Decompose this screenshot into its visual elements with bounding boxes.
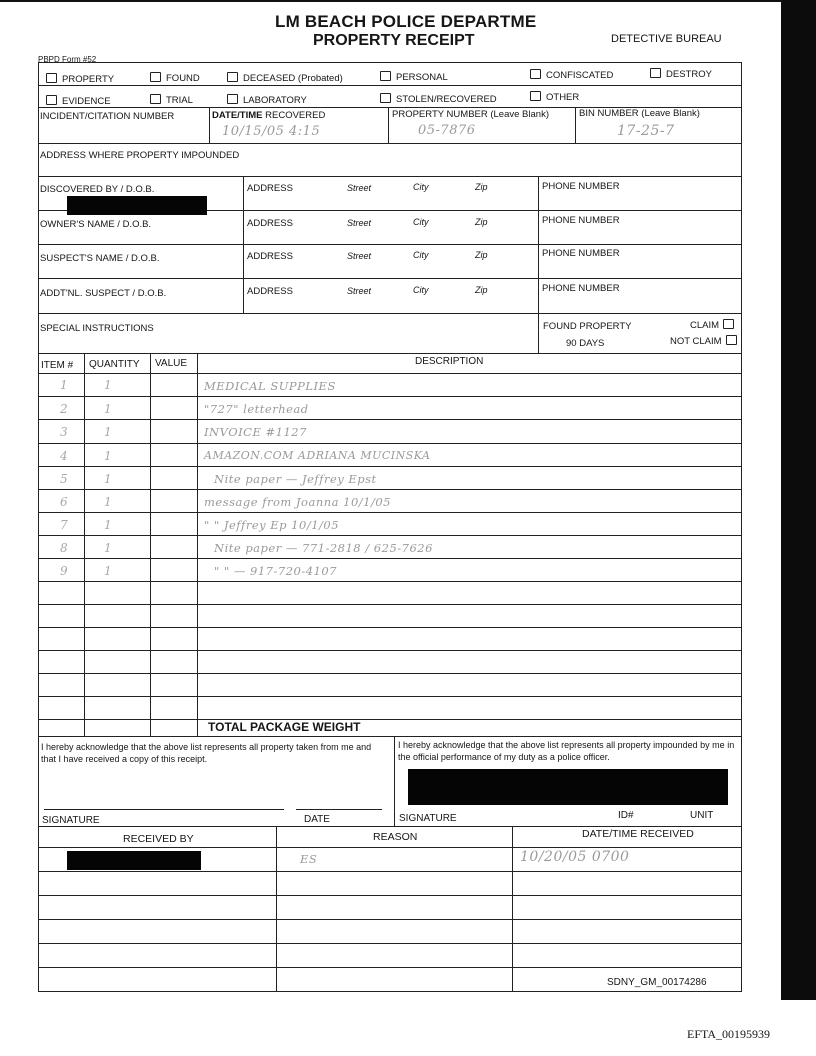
zip-label: Zip (475, 182, 488, 192)
phone-label: PHONE NUMBER (542, 248, 620, 259)
row-description[interactable]: Nite paper — Jeffrey Epst (214, 472, 377, 486)
row-quantity: 1 (104, 541, 112, 555)
reason-header: REASON (373, 831, 418, 843)
rule (575, 107, 576, 143)
city-label: City (413, 285, 429, 295)
not-claim-label: NOT CLAIM (670, 336, 722, 347)
rule (296, 809, 382, 810)
row-description[interactable]: MEDICAL SUPPLIES (204, 379, 336, 393)
officer-unit-label: UNIT (690, 810, 714, 821)
reason-value[interactable]: ES (300, 852, 318, 866)
date-received-value[interactable]: 10/20/05 0700 (520, 849, 630, 865)
row-description[interactable]: message from Joanna 10/1/05 (204, 495, 391, 509)
deceased-label: DECEASED (Probated) (243, 73, 343, 84)
rule (38, 871, 742, 872)
rule (38, 244, 742, 245)
address-label: ADDRESS (247, 218, 293, 229)
ninety-days-label: 90 DAYS (566, 338, 605, 349)
zip-label: Zip (475, 285, 488, 295)
rule (512, 826, 513, 992)
description-header: DESCRIPTION (415, 356, 484, 367)
received-by-header: RECEIVED BY (123, 833, 194, 845)
rule (38, 396, 742, 397)
personal-checkbox[interactable] (380, 71, 448, 84)
suspect-label: SUSPECT'S NAME / D.O.B. (40, 253, 160, 264)
trial-checkbox[interactable] (150, 94, 193, 107)
rule (38, 85, 742, 86)
date-recovered-value[interactable]: 10/15/05 4:15 (222, 124, 321, 139)
phone-label: PHONE NUMBER (542, 215, 620, 226)
row-item-number: 1 (60, 378, 68, 392)
rule (38, 604, 742, 605)
found-checkbox[interactable] (150, 72, 200, 85)
rule (209, 107, 210, 143)
rule (38, 847, 742, 848)
deceased-checkbox[interactable] (227, 72, 343, 85)
found-label: FOUND (166, 73, 200, 84)
rule (38, 558, 742, 559)
value-header: VALUE (155, 358, 188, 369)
address-label: ADDRESS (247, 183, 293, 194)
department-title: LM BEACH POLICE DEPARTME (275, 12, 537, 31)
owner-label: OWNER'S NAME / D.O.B. (40, 219, 152, 230)
row-description[interactable]: Nite paper — 771-2818 / 625-7626 (214, 541, 433, 555)
scan-top-edge (0, 0, 816, 2)
scan-right-edge (781, 0, 816, 1000)
form-number: PBPD Form #52 (38, 55, 97, 64)
row-quantity: 1 (104, 518, 112, 532)
owner-acknowledgment: I hereby acknowledge that the above list represents all property taken from me and that I have received a copy of this receipt. (41, 742, 372, 764)
rule (38, 313, 742, 314)
row-quantity: 1 (104, 402, 112, 416)
city-label: City (413, 182, 429, 192)
redaction-box (408, 769, 728, 805)
date-recovered-label (212, 110, 325, 121)
row-quantity: 1 (104, 378, 112, 392)
row-item-number: 9 (60, 564, 68, 578)
officer-id-label: ID# (618, 810, 634, 821)
rule (38, 535, 742, 536)
redaction-box (67, 851, 201, 870)
bin-number-value[interactable]: 17-25-7 (617, 123, 675, 139)
rule (197, 353, 198, 736)
row-quantity: 1 (104, 564, 112, 578)
evidence-label: EVIDENCE (62, 96, 111, 107)
street-label: Street (347, 286, 372, 296)
officer-acknowledgment: I hereby acknowledge that the above list represents all property impounded by me in the official performance of my duty as a police officer. (398, 740, 735, 762)
total-weight-label: TOTAL PACKAGE WEIGHT (208, 720, 361, 734)
rule (38, 719, 742, 720)
rule (38, 895, 742, 896)
rule (38, 176, 742, 177)
rule (38, 143, 742, 144)
row-description[interactable]: " " — 917-720-4107 (214, 564, 337, 578)
rule (38, 673, 742, 674)
laboratory-checkbox[interactable] (227, 94, 307, 107)
row-quantity: 1 (104, 425, 112, 439)
stolen-recovered-checkbox[interactable] (380, 93, 497, 106)
row-description[interactable]: INVOICE #1127 (204, 425, 307, 439)
rule (38, 967, 742, 968)
rule (38, 373, 742, 374)
claim-checkbox[interactable] (690, 319, 734, 332)
rule (388, 107, 389, 143)
rule (38, 650, 742, 651)
street-label: Street (347, 218, 372, 228)
row-item-number: 7 (60, 518, 68, 532)
laboratory-label: LABORATORY (243, 95, 307, 106)
property-label: PROPERTY (62, 74, 115, 85)
officer-signature-label: SIGNATURE (399, 813, 457, 824)
phone-label: PHONE NUMBER (542, 283, 620, 294)
rule (84, 353, 85, 736)
confiscated-label: CONFISCATED (546, 70, 614, 81)
bureau-label: DETECTIVE BUREAU (611, 33, 722, 45)
row-quantity: 1 (104, 472, 112, 486)
rule (44, 809, 284, 810)
redaction-box (67, 196, 207, 215)
bates-number: SDNY_GM_00174286 (607, 977, 707, 988)
efta-number: EFTA_00195939 (687, 1027, 771, 1041)
quantity-header: QUANTITY (89, 359, 140, 370)
row-description[interactable]: AMAZON.COM ADRIANA MUCINSKA (204, 449, 431, 462)
row-item-number: 4 (60, 449, 68, 463)
address-label: ADDRESS (247, 251, 293, 262)
zip-label: Zip (475, 250, 488, 260)
found-property-label: FOUND PROPERTY (543, 321, 632, 332)
item-number-header: ITEM # (41, 360, 74, 371)
stolen-recovered-label: STOLEN/RECOVERED (396, 94, 497, 105)
destroy-checkbox[interactable] (650, 68, 712, 81)
addtl-suspect-label: ADDT'NL. SUSPECT / D.O.B. (40, 288, 167, 299)
other-label: OTHER (546, 92, 580, 103)
not-claim-checkbox[interactable] (670, 335, 737, 348)
row-quantity: 1 (104, 495, 112, 509)
trial-label: TRIAL (166, 95, 193, 106)
row-item-number: 5 (60, 472, 68, 486)
row-quantity: 1 (104, 449, 112, 463)
rule (38, 826, 742, 827)
city-label: City (413, 250, 429, 260)
phone-label: PHONE NUMBER (542, 181, 620, 192)
rule (38, 512, 742, 513)
rule (150, 353, 151, 736)
street-label: Street (347, 183, 372, 193)
row-description[interactable]: "727" letterhead (204, 402, 309, 416)
owner-date-label: DATE (304, 814, 330, 825)
rule (38, 489, 742, 490)
rule (38, 627, 742, 628)
city-label: City (413, 217, 429, 227)
destroy-label: DESTROY (666, 69, 712, 80)
rule (38, 419, 742, 420)
rule (38, 696, 742, 697)
row-item-number: 2 (60, 402, 68, 416)
confiscated-checkbox[interactable] (530, 69, 613, 82)
other-checkbox[interactable] (530, 91, 579, 104)
date-time-received-header: DATE/TIME RECEIVED (582, 828, 694, 840)
address-impounded-label: ADDRESS WHERE PROPERTY IMPOUNDED (40, 150, 240, 161)
bin-number-label: BIN NUMBER (Leave Blank) (579, 108, 700, 119)
row-item-number: 8 (60, 541, 68, 555)
rule (276, 826, 277, 992)
rule (38, 278, 742, 279)
rule (38, 443, 742, 444)
special-instructions-label: SPECIAL INSTRUCTIONS (40, 323, 154, 334)
row-item-number: 3 (60, 425, 68, 439)
incident-label: INCIDENT/CITATION NUMBER (40, 111, 175, 122)
street-label: Street (347, 251, 372, 261)
rule (38, 466, 742, 467)
discovered-by-label: DISCOVERED BY / D.O.B. (40, 184, 155, 195)
date-recovered-bold: DATE/TIME (212, 110, 263, 121)
receipt-title: PROPERTY RECEIPT (313, 32, 475, 49)
rule (394, 736, 395, 826)
rule (38, 736, 742, 737)
zip-label: Zip (475, 217, 488, 227)
owner-signature-label: SIGNATURE (42, 815, 100, 826)
property-number-label: PROPERTY NUMBER (Leave Blank) (392, 109, 549, 120)
rule (243, 176, 244, 313)
rule (538, 176, 539, 353)
date-recovered-rest: RECOVERED (262, 110, 326, 121)
row-description[interactable]: " " Jeffrey Ep 10/1/05 (204, 518, 340, 532)
personal-label: PERSONAL (396, 72, 448, 83)
claim-label: CLAIM (690, 320, 720, 331)
address-label: ADDRESS (247, 286, 293, 297)
rule (38, 919, 742, 920)
row-item-number: 6 (60, 495, 68, 509)
rule (38, 581, 742, 582)
property-number-value[interactable]: 05-7876 (418, 123, 476, 138)
rule (38, 943, 742, 944)
